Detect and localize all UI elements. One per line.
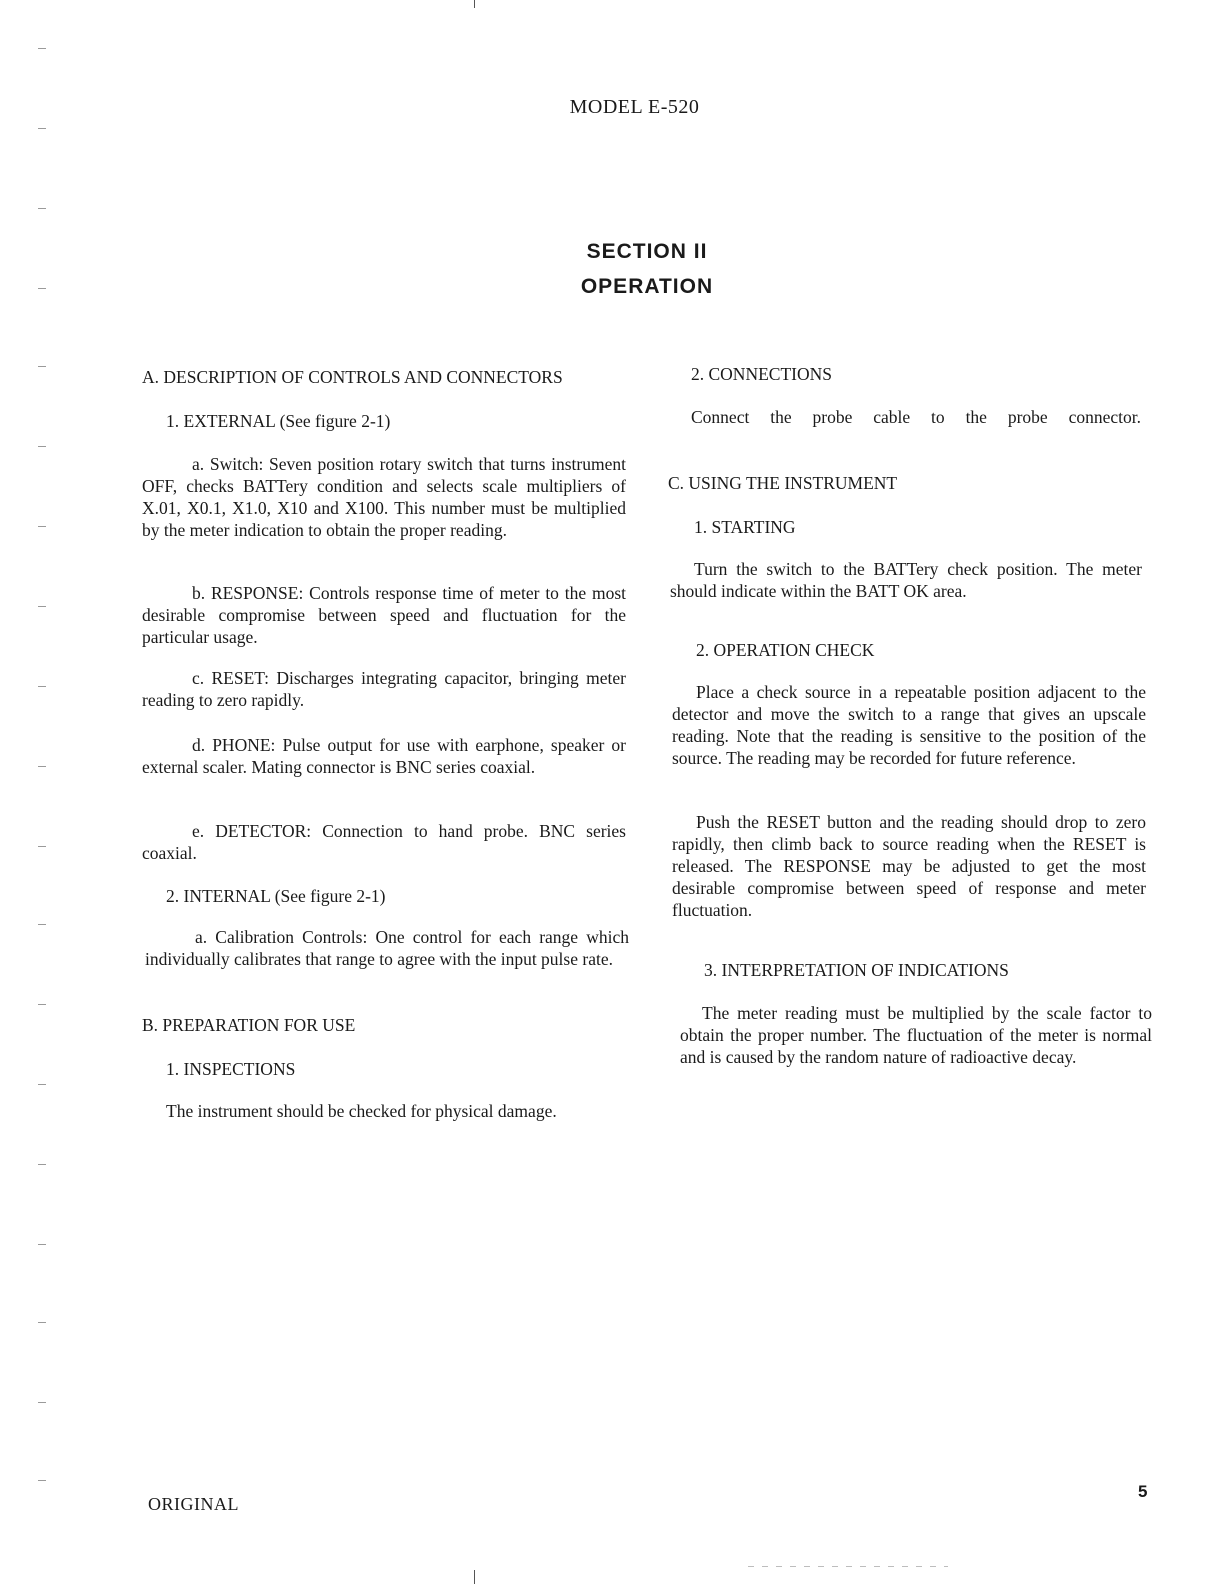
- heading-b-preparation: B. PREPARATION FOR USE: [142, 1015, 356, 1035]
- model-header: MODEL E-520: [569, 96, 700, 118]
- paragraph-calibration-controls: a. Calibration Controls: One control for each range which individually calibrates that range to agree with the input pulse rate.: [145, 927, 629, 969]
- heading-a2-internal: 2. INTERNAL (See figure 2-1): [166, 886, 386, 906]
- paragraph-detector: e. DETECTOR: Connection to hand probe. BNC series coaxial.: [142, 821, 626, 863]
- heading-c2-operation-check: 2. OPERATION CHECK: [696, 640, 875, 660]
- paragraph-starting: Turn the switch to the BATTery check position. The meter should indicate within the BATT OK area.: [670, 559, 1142, 601]
- heading-a-description: A. DESCRIPTION OF CONTROLS AND CONNECTORS: [142, 367, 563, 387]
- paragraph-connections: Connect the probe cable to the probe connector.: [691, 407, 1141, 427]
- paragraph-inspections: The instrument should be checked for physical damage.: [166, 1101, 557, 1121]
- scan-fold-mark-top: [474, 0, 475, 8]
- paragraph-operation-check-2: Push the RESET button and the reading should drop to zero rapidly, then climb back to source reading when the RESET is released. The RESPONSE may be adjusted to get the most desirable compromise between speed of response and meter fluctuation.: [672, 812, 1146, 920]
- section-title: OPERATION: [580, 275, 714, 298]
- heading-c-using: C. USING THE INSTRUMENT: [668, 473, 898, 493]
- paragraph-reset: c. RESET: Discharges integrating capacitor, bringing meter reading to zero rapidly.: [142, 668, 626, 710]
- heading-c3-interpretation: 3. INTERPRETATION OF INDICATIONS: [704, 960, 1009, 980]
- footer-original: ORIGINAL: [148, 1494, 239, 1514]
- scan-fold-mark-bottom: [474, 1570, 475, 1584]
- paragraph-phone: d. PHONE: Pulse output for use with earphone, speaker or external scaler. Mating connector is BNC series coaxial.: [142, 735, 626, 777]
- section-number: SECTION II: [586, 240, 708, 263]
- heading-c1-starting: 1. STARTING: [694, 517, 796, 537]
- paragraph-interpretation: The meter reading must be multiplied by the scale factor to obtain the proper number. The fluctuation of the meter is normal and is caused by the random nature of radioactive decay.: [680, 1003, 1152, 1067]
- paragraph-operation-check-1: Place a check source in a repeatable position adjacent to the detector and move the switch to a range that gives an upscale reading. Note that the reading is sensitive to the position of the source. The reading may be recorded for future reference.: [672, 682, 1146, 768]
- heading-b2-connections: 2. CONNECTIONS: [691, 364, 832, 384]
- heading-b1-inspections: 1. INSPECTIONS: [166, 1059, 296, 1079]
- scan-noise: [748, 1566, 948, 1567]
- paragraph-response: b. RESPONSE: Controls response time of meter to the most desirable compromise between speed and fluctuation for the particular usage.: [142, 583, 626, 647]
- page-number: 5: [1138, 1482, 1148, 1501]
- heading-a1-external: 1. EXTERNAL (See figure 2-1): [166, 411, 391, 431]
- paragraph-switch: a. Switch: Seven position rotary switch that turns instrument OFF, checks BATTery condition and selects scale multipliers of X.01, X0.1, X1.0, X10 and X100. This number must be multiplied by the meter indication to obtain the proper reading.: [142, 454, 626, 540]
